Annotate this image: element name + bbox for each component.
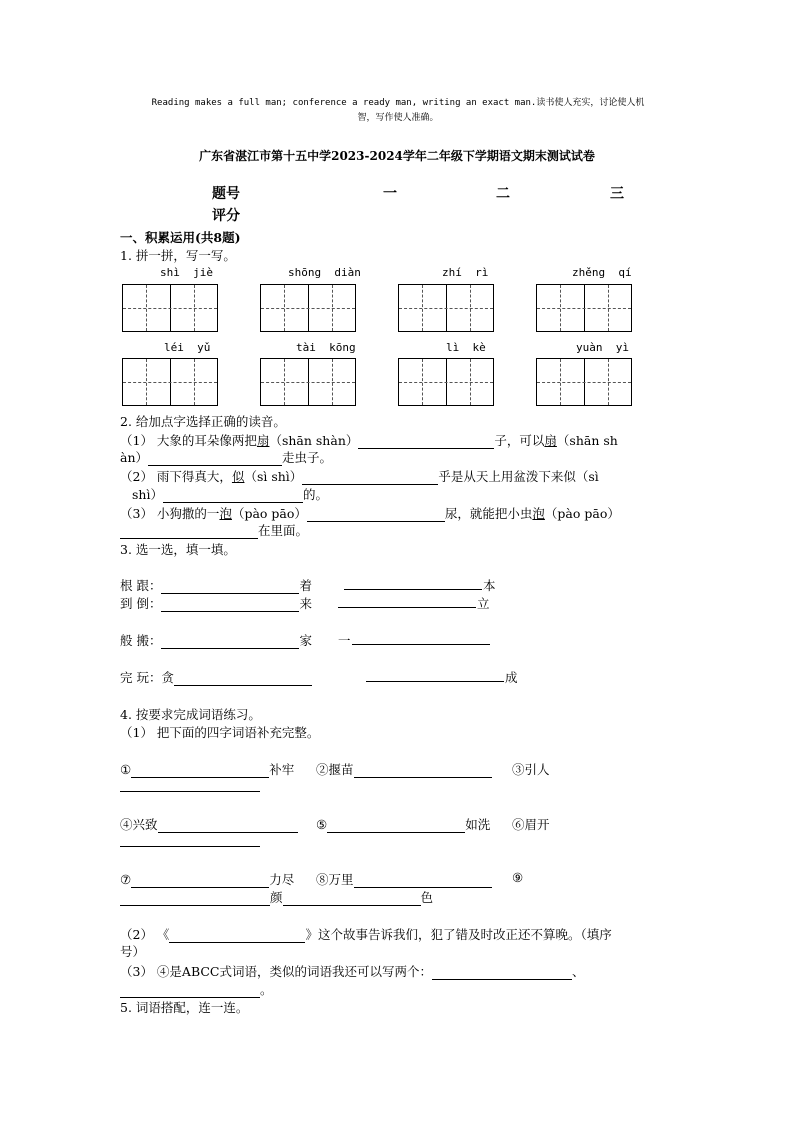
q2-i1-dotted-char-1: 扇 [256,433,270,448]
q2-i3-text-b: （pào pāo） [231,506,307,521]
pinyin-4: zhěng qí [572,266,632,279]
writing-grid-6[interactable] [260,358,356,406]
q3-r3-mid2: 一 [338,633,351,648]
q2-i1-blank-1[interactable] [358,435,494,449]
q4-sub2-blank[interactable] [169,929,305,943]
q3-r4-end: 成 [505,670,518,685]
q4-sub3-text-b: 、 [572,964,585,979]
q2-i1-dotted-char-2: 扇 [544,433,557,448]
writing-grid-8[interactable] [536,358,632,406]
pinyin-1: shì jiè [160,266,213,279]
writing-grid-3[interactable] [398,284,494,332]
q2-i1-text-e: àn） [120,450,149,465]
q4-row-3-line-2 [120,888,433,906]
q4-r2-blank-1[interactable] [158,819,298,833]
q2-i1-text-f: 走虫子。 [282,450,333,465]
q2-i2-blank-2[interactable] [163,489,303,503]
q4-r2-text-b: ⑤ [316,817,328,832]
pinyin-8: yuàn yì [576,341,629,354]
q4-r2-text-a: ④兴致 [120,817,158,832]
q4-prompt: 4. 按要求完成词语练习。 [120,707,261,722]
q3-r4-blank-2[interactable] [366,681,504,682]
q4-r3-blank-3[interactable] [120,892,270,906]
q3-row-3 [120,631,312,649]
q4-sub3-text-c: 。 [260,982,273,997]
q2-i3-blank-2[interactable] [120,525,258,539]
q2-i3-dotted-char-1: 泡 [219,506,232,521]
q4-r2-blank-2[interactable] [327,819,465,833]
quote-line-2: 智，写作使人准确。 [357,113,439,123]
q4-r1-blank-2[interactable] [354,764,492,778]
q3-r3-blank-2[interactable] [352,644,490,645]
q2-i3-dotted-char-2: 泡 [532,506,545,521]
q4-row-2 [120,815,298,833]
q4-r1-text-d: ③引人 [512,762,550,777]
q2-item-1-line-2 [120,448,332,466]
q2-i1-text-b: （shān shàn） [269,433,359,448]
pinyin-7: lì kè [446,341,486,354]
q2-i3-text-d: （pào pāo） [544,506,620,521]
q2-i2-text-e: 的。 [302,487,328,502]
q4-r1-blank-3[interactable] [120,791,260,792]
q3-r2-label: 到 倒： [120,596,162,611]
q2-prompt: 2. 给加点字选择正确的读音。 [120,414,286,429]
pinyin-3: zhí rì [442,266,489,279]
q4-r3-blank-2[interactable] [354,874,492,888]
q3-r3-blank-1[interactable] [161,635,299,649]
q3-r1-end: 本 [483,578,496,593]
q4-sub2-text-c: 号） [120,944,146,959]
q2-i1-blank-2[interactable] [148,452,282,466]
q3-r2-end: 立 [477,596,490,611]
q4-r3-blank-1[interactable] [131,874,269,888]
pinyin-2: shōng diàn [288,266,361,279]
q2-i2-text-a: （2） 雨下得真大， [120,469,232,484]
q4-r3-text-d: ⑨ [512,870,524,885]
writing-grid-4[interactable] [536,284,632,332]
q3-r1-label: 根 跟： [120,578,162,593]
score-table-col-1: 一 [383,186,397,202]
writing-grid-1[interactable] [122,284,218,332]
q2-item-1-line-1 [120,431,618,449]
q5-prompt: 5. 词语搭配，连一连。 [120,1000,249,1015]
q3-row-4 [120,668,312,686]
score-table-label-score: 评分 [212,208,240,224]
q3-r2-blank-1[interactable] [161,598,299,612]
q4-row-2-part-2 [316,815,490,833]
q4-sub3-blank-2[interactable] [120,984,260,998]
quote-line-1: Reading makes a full man; conference a ready man, writing an exact man.读书使人充实，讨论使人机 [151,98,645,108]
q3-r3-mid: 家 [299,633,312,648]
q2-i1-text-d: （shān sh [556,433,618,448]
q4-r2-text-d: ⑥眉开 [512,817,550,832]
q3-prompt: 3. 选一选，填一填。 [120,542,236,557]
q3-r3-label: 般 搬： [120,633,162,648]
q2-i3-text-c: 尿，就能把小虫 [444,506,533,521]
q2-item-2-line-1 [120,467,599,485]
q2-i3-text-e: 在里面。 [258,523,309,538]
q3-r1-mid: 着 [299,578,312,593]
q4-r3-blank-4[interactable] [283,892,421,906]
score-table-col-3: 三 [610,186,624,202]
q4-sub3-blank-1[interactable] [432,966,572,980]
q2-i1-text-c: 子，可以 [494,433,545,448]
q4-sub2-text-b: 》这个故事告诉我们，犯了错及时改正还不算晚。（填序 [305,927,612,942]
q2-i3-blank-1[interactable] [307,508,445,522]
section-heading: 一、积累运用(共8题) [120,230,241,245]
q4-r3-text-c: ⑧万里 [316,872,354,887]
writing-grid-2[interactable] [260,284,356,332]
q2-item-3-line-2 [120,521,308,539]
q2-i2-text-d: shì） [132,487,163,502]
q4-r1-text-b: 补牢 [269,762,295,777]
q2-i3-text-a: （3） 小狗撒的一 [120,506,220,521]
q4-r3-text-b: 力尽 [269,872,295,887]
q1-prompt: 1. 拼一拼，写一写。 [120,248,236,263]
q3-row-1 [120,576,312,594]
q4-row-3 [120,870,294,888]
pinyin-5: léi yǔ [164,341,211,354]
writing-grid-5[interactable] [122,358,218,406]
q3-r2-blank-2[interactable] [338,607,476,608]
q4-sub3-text-a: （3） ④是ABCC式词语，类似的词语我还可以写两个： [120,964,433,979]
q3-r4-label: 完 玩：贪 [120,670,174,685]
q4-r1-num: ① [120,762,132,777]
q4-row-3-part-2 [316,870,492,888]
q4-sub1: （1） 把下面的四字词语补充完整。 [120,725,320,740]
pinyin-6: tài kōng [296,341,356,354]
score-table-label-no: 题号 [212,186,240,202]
q2-i2-dotted-char-1: 似 [231,469,245,484]
writing-grid-7[interactable] [398,358,494,406]
q2-item-3-line-1 [120,504,620,522]
q3-row-2 [120,594,312,612]
q3-r1-blank-2[interactable] [344,589,482,590]
q3-r4-blank-1[interactable] [174,672,312,686]
q4-row-1 [120,760,294,778]
q4-sub3-line-1 [120,962,585,980]
q4-row-1-part-2 [316,760,492,778]
q2-i2-text-b: （sì shì） [244,469,303,484]
exam-title: 广东省湛江市第十五中学2023-2024学年二年级下学期语文期末测试试卷 [199,149,595,163]
q4-r3-text-e: 颜 [270,890,283,905]
q4-sub2-line-1 [120,925,612,943]
q4-sub2-text-a: （2） 《 [120,927,170,942]
q2-i1-text-a: （1） 大象的耳朵像两把 [120,433,257,448]
q2-i2-text-c: 乎是从天上用盆泼下来似（sì [438,469,599,484]
q4-sub3-line-2 [120,980,273,998]
q3-r2-mid: 来 [299,596,312,611]
q4-r1-text-c: ②揠苗 [316,762,354,777]
q4-r2-blank-3[interactable] [120,846,260,847]
q4-r2-text-c: 如洗 [465,817,491,832]
q3-r1-blank-1[interactable] [161,580,299,594]
q4-r3-num: ⑦ [120,872,132,887]
score-table-col-2: 二 [496,186,510,202]
q4-r3-text-f: 色 [420,890,434,905]
header-quote [120,96,676,126]
q2-i2-blank-1[interactable] [302,471,438,485]
q4-r1-blank-1[interactable] [131,764,269,778]
q2-item-2-line-2 [132,485,328,503]
